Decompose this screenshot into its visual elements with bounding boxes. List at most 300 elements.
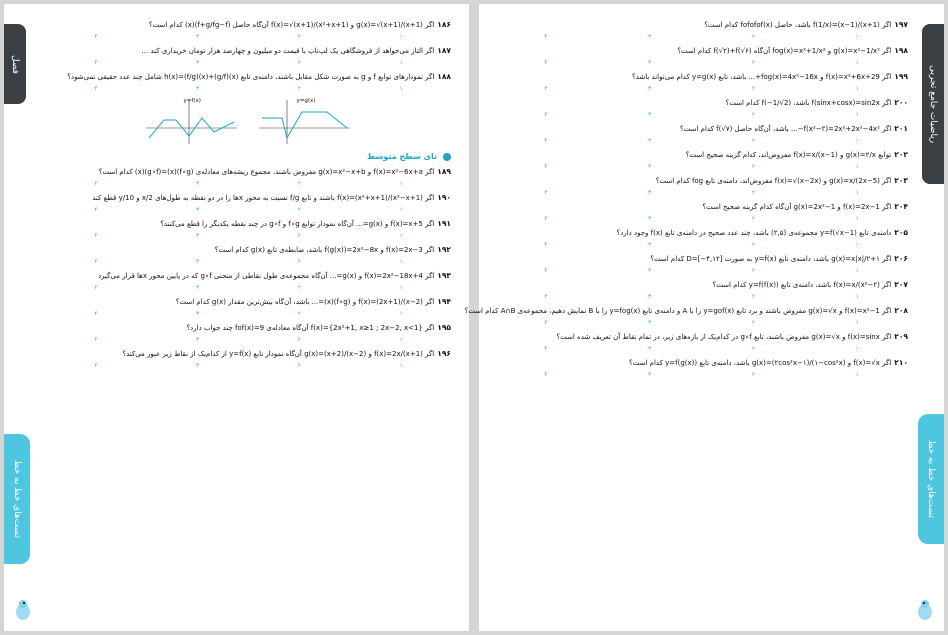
question-stem	[493, 176, 908, 186]
option-item	[701, 343, 805, 353]
option-item	[804, 317, 908, 327]
option-number: ۲	[751, 346, 755, 352]
question-item	[493, 280, 908, 301]
option-item	[248, 308, 350, 318]
question-text: اگر f(x)=x²+6x+29 و fog(x)=4x²−16x+... باشد، تابع y=g(x) کدام می‌تواند باشد؟	[632, 73, 892, 81]
option-number: ۱	[399, 363, 403, 369]
option-number: ۴	[544, 242, 548, 248]
option-item	[804, 291, 908, 301]
graph-g-label: y=g(x)	[296, 98, 316, 104]
option-item	[146, 57, 248, 67]
option-number: ۳	[196, 207, 200, 213]
option-number: ۳	[648, 164, 652, 170]
question-item	[44, 46, 451, 67]
option-item	[349, 334, 451, 344]
option-item	[701, 83, 805, 93]
graph-f-label: y=f(x)	[183, 98, 201, 104]
option-number: ۱	[399, 285, 403, 291]
option-item	[349, 178, 451, 188]
option-number: ۱	[855, 242, 859, 248]
option-item	[597, 291, 701, 301]
option-number: ۴	[544, 138, 548, 144]
section-side-tab: تست‌های خط به خط	[4, 434, 30, 564]
question-text: اگر f(x)=sinx و g(x)=√x مفروض باشند، تابع g∘f در کدام‌یک از بازه‌های زیر، در تمام نقاط آن تعریف شده است؟	[556, 333, 892, 341]
question-item	[44, 245, 451, 266]
option-number: ۳	[648, 112, 652, 118]
options-row	[44, 334, 451, 344]
options-row	[44, 360, 451, 370]
left-content	[44, 20, 451, 623]
option-number: ۳	[196, 337, 200, 343]
option-number: ۱	[399, 86, 403, 92]
option-item	[493, 317, 597, 327]
question-stem	[493, 358, 908, 368]
option-number: ۱	[855, 320, 859, 326]
option-item	[146, 334, 248, 344]
option-item	[349, 204, 451, 214]
option-number: ۴	[94, 337, 98, 343]
option-number: ۴	[94, 259, 98, 265]
option-number: ۲	[751, 320, 755, 326]
option-item	[701, 161, 805, 171]
question-list-bottom	[44, 167, 451, 370]
options-row	[493, 265, 908, 275]
options-row	[44, 256, 451, 266]
option-item	[44, 178, 146, 188]
question-number: ۱۹۳	[437, 271, 451, 280]
question-stem	[44, 20, 451, 30]
option-number: ۴	[94, 181, 98, 187]
option-number: ۳	[648, 242, 652, 248]
option-item	[804, 135, 908, 145]
question-stem	[493, 124, 908, 134]
option-item	[804, 83, 908, 93]
option-item	[248, 204, 350, 214]
option-number: ۴	[544, 34, 548, 40]
option-item	[44, 360, 146, 370]
option-number: ۳	[648, 60, 652, 66]
options-row	[44, 204, 451, 214]
option-item	[493, 161, 597, 171]
option-number: ۲	[751, 268, 755, 274]
option-item	[804, 239, 908, 249]
option-item	[701, 109, 805, 119]
question-number: ۲۰۶	[894, 254, 908, 263]
option-item	[597, 213, 701, 223]
option-number: ۴	[544, 294, 548, 300]
question-text: اگر f(x)=(2x+1)/(x−2) و (f∘g)(x)=... باشد، آن‌گاه بیش‌ترین مقدار g(x) کدام است؟	[175, 298, 435, 306]
question-number: ۲۰۲	[894, 150, 908, 159]
question-stem	[44, 219, 451, 229]
question-item	[44, 167, 451, 188]
question-number: ۱۹۲	[437, 245, 451, 254]
options-row	[493, 239, 908, 249]
option-item	[349, 230, 451, 240]
options-row	[493, 31, 908, 41]
question-number: ۲۱۰	[894, 358, 908, 367]
option-item	[597, 265, 701, 275]
question-text: توابع g(x)=۲/x و f(x)=x/(x−1) مفروض‌اند، کدام گزینه صحیح است؟	[685, 151, 892, 159]
option-number: ۳	[648, 86, 652, 92]
options-row	[493, 213, 908, 223]
question-number: ۲۰۰	[894, 98, 908, 107]
question-stem	[44, 72, 451, 82]
option-item	[349, 57, 451, 67]
option-item	[493, 187, 597, 197]
option-item	[146, 83, 248, 93]
option-item	[493, 369, 597, 379]
question-text: اگر f(x)=x²−6x+a و g(x)=x²−x+b مفروض باشند، مجموع ریشه‌های معادله‌ی (f∘g)(x)=(g∘f)(x) کدام است؟	[98, 168, 435, 176]
option-item	[248, 256, 350, 266]
option-item	[597, 369, 701, 379]
question-item	[493, 46, 908, 67]
option-item	[701, 239, 805, 249]
question-stem	[493, 98, 908, 108]
bird-logo-icon	[912, 597, 938, 623]
option-item	[701, 57, 805, 67]
option-item	[248, 83, 350, 93]
option-number: ۲	[751, 60, 755, 66]
option-number: ۲	[751, 86, 755, 92]
option-item	[248, 282, 350, 292]
question-stem	[44, 167, 451, 177]
option-number: ۳	[648, 34, 652, 40]
option-item	[248, 31, 350, 41]
options-row	[493, 83, 908, 93]
question-number: ۲۰۷	[894, 280, 908, 289]
option-item	[146, 282, 248, 292]
option-number: ۲	[297, 233, 301, 239]
option-number: ۴	[544, 164, 548, 170]
option-number: ۱	[399, 207, 403, 213]
option-item	[804, 369, 908, 379]
option-item	[493, 83, 597, 93]
option-item	[493, 291, 597, 301]
option-number: ۴	[544, 346, 548, 352]
option-item	[804, 161, 908, 171]
question-stem	[464, 306, 908, 316]
option-number: ۱	[855, 268, 859, 274]
option-number: ۱	[855, 294, 859, 300]
option-item	[493, 239, 597, 249]
option-item	[701, 213, 805, 223]
option-item	[146, 256, 248, 266]
question-number: ۲۰۹	[894, 332, 908, 341]
question-number: ۱۹۴	[437, 297, 451, 306]
option-number: ۲	[297, 207, 301, 213]
options-row	[493, 161, 908, 171]
question-stem	[44, 349, 451, 359]
question-stem	[493, 20, 908, 30]
option-number: ۳	[196, 259, 200, 265]
options-row	[44, 178, 451, 188]
question-text: اگر g(x)=√(x+1)/(x+1) و f(x)=√(x+1)/(x²+x+1) آن‌گاه حاصل (f+g/fg−f)(x) کدام است؟	[148, 21, 435, 29]
option-number: ۲	[751, 372, 755, 378]
option-item	[493, 31, 597, 41]
option-number: ۳	[648, 294, 652, 300]
option-number: ۴	[94, 285, 98, 291]
option-item	[146, 360, 248, 370]
question-text: اگر g(x)=x|x|/۲+۱ باشد، دامنه‌ی تابع y=f(x) به صورت D=[−۴,۱۲] کدام است؟	[650, 255, 892, 263]
graph-g	[257, 98, 352, 146]
option-number: ۲	[751, 112, 755, 118]
option-item	[248, 178, 350, 188]
option-number: ۴	[94, 86, 98, 92]
graphs-figure	[44, 98, 451, 146]
option-item	[804, 343, 908, 353]
option-number: ۴	[544, 216, 548, 222]
option-number: ۳	[648, 216, 652, 222]
option-number: ۲	[751, 34, 755, 40]
question-number: ۲۰۱	[894, 124, 908, 133]
option-number: ۱	[855, 372, 859, 378]
option-item	[701, 291, 805, 301]
option-item	[701, 187, 805, 197]
option-number: ۲	[297, 363, 301, 369]
option-item	[804, 57, 908, 67]
question-item	[493, 358, 908, 379]
question-number: ۱۸۹	[437, 167, 451, 176]
option-item	[44, 57, 146, 67]
question-item	[44, 271, 451, 292]
options-row	[44, 282, 451, 292]
question-item	[44, 323, 451, 344]
option-number: ۳	[648, 138, 652, 144]
option-number: ۲	[751, 216, 755, 222]
question-stem	[44, 46, 451, 56]
option-number: ۴	[94, 34, 98, 40]
option-item	[804, 31, 908, 41]
option-number: ۴	[94, 207, 98, 213]
option-number: ۴	[544, 112, 548, 118]
question-stem	[493, 202, 908, 212]
section-side-tab: تست‌های خط به خط	[918, 414, 944, 544]
option-item	[44, 282, 146, 292]
option-number: ۴	[94, 311, 98, 317]
option-number: ۲	[297, 86, 301, 92]
graph-f-plot	[144, 98, 239, 146]
option-item	[248, 334, 350, 344]
option-item	[44, 31, 146, 41]
option-number: ۳	[196, 285, 200, 291]
option-number: ۱	[399, 337, 403, 343]
option-item	[804, 265, 908, 275]
question-stem	[44, 297, 451, 307]
option-item	[146, 31, 248, 41]
question-number: ۲۰۴	[894, 202, 908, 211]
section-title: تای سطح متوسط	[44, 152, 451, 161]
question-text: اگر f(x)=2x/(x+1) و g(x)=(x+2)/(x−2) آن‌گاه نمودار تابع y=f(x) از کدام‌یک از نقاط زیر عبور می‌کند؟	[122, 350, 435, 358]
question-stem	[44, 193, 451, 203]
option-number: ۱	[855, 34, 859, 40]
left-page	[4, 4, 469, 631]
option-item	[493, 135, 597, 145]
option-item	[146, 204, 248, 214]
option-number: ۱	[855, 164, 859, 170]
option-item	[701, 265, 805, 275]
option-number: ۳	[196, 233, 200, 239]
option-number: ۳	[648, 268, 652, 274]
option-item	[597, 317, 701, 327]
question-item	[493, 72, 908, 93]
option-number: ۱	[855, 112, 859, 118]
option-number: ۲	[297, 311, 301, 317]
option-item	[349, 360, 451, 370]
question-stem	[44, 323, 451, 333]
question-text: اگر f(x)=2x²−18x+4 و g(x)=... آن‌گاه مجموعه‌ی طول نقاطی از منحنی g∘f که در پایین محور xها قرار می‌گیرد	[98, 272, 435, 280]
option-item	[349, 256, 451, 266]
options-row	[493, 291, 908, 301]
option-number: ۲	[751, 138, 755, 144]
question-item	[493, 254, 908, 275]
option-number: ۱	[399, 34, 403, 40]
option-number: ۲	[751, 294, 755, 300]
question-item	[493, 202, 908, 223]
question-text: اگر التاز می‌خواهد از فروشگاهی یک لپ‌تاپ با قیمت دو میلیون و چهارصد هزار تومان خریداری کند …	[141, 47, 435, 55]
option-item	[597, 109, 701, 119]
option-item	[146, 178, 248, 188]
options-row	[44, 31, 451, 41]
option-item	[248, 360, 350, 370]
question-number: ۱۹۶	[437, 349, 451, 358]
options-row	[493, 57, 908, 67]
question-number: ۱۹۰	[437, 193, 451, 202]
option-item	[44, 334, 146, 344]
option-number: ۱	[399, 259, 403, 265]
option-number: ۳	[648, 320, 652, 326]
option-item	[597, 187, 701, 197]
chapter-tab: فصل	[4, 24, 26, 104]
question-text: اگر f(1/x)=(x−1)/(x+1) باشد، حاصل fofofof(x) کدام است؟	[704, 21, 892, 29]
question-stem	[493, 46, 908, 56]
question-text: اگر نمودارهای توابع f و g به صورت شکل مقابل باشند، دامنه‌ی تابع h(x)=(f/g)(x)+(g/f)(x) شامل چند عدد حقیقی نمی‌شود؟	[67, 73, 435, 81]
option-item	[597, 135, 701, 145]
question-text: اگر f(x)=2x−1 و g(x)=2x²−1 آن‌گاه کدام گزینه صحیح است؟	[702, 203, 892, 211]
question-text: اگر g(x)=x²−1/x² و fog(x)=x²+1/x² آن‌گاه f(√۲)+f(√۶) کدام است؟	[677, 47, 892, 55]
option-item	[44, 230, 146, 240]
question-text: اگر g(x)=x/(2x−5) و f(x)=√(x−2x) مفروض‌اند، دامنه‌ی تابع fog کدام است؟	[655, 177, 892, 185]
question-text: اگر f(x)=x/(x²−۲) باشد، دامنه‌ی تابع y=f(f(x)) کدام است؟	[712, 281, 892, 289]
question-number: ۲۰۵	[894, 228, 908, 237]
question-stem	[44, 271, 451, 281]
option-number: ۳	[196, 86, 200, 92]
option-number: ۳	[648, 372, 652, 378]
option-item	[493, 213, 597, 223]
option-item	[44, 83, 146, 93]
question-item	[44, 219, 451, 240]
option-number: ۱	[855, 190, 859, 196]
option-number: ۴	[544, 372, 548, 378]
question-item	[493, 124, 908, 145]
options-row	[493, 343, 908, 353]
option-item	[804, 213, 908, 223]
option-item	[146, 230, 248, 240]
option-number: ۲	[297, 34, 301, 40]
question-number: ۲۰۳	[894, 176, 908, 185]
option-item	[597, 161, 701, 171]
option-item	[44, 204, 146, 214]
option-item	[597, 31, 701, 41]
options-row	[493, 369, 908, 379]
question-text: اگر f(x)=2x−3 و f(g(x))=2x²−8x باشد، ضابطه‌ی تابع g(x) کدام است؟	[214, 246, 435, 254]
option-item	[493, 343, 597, 353]
option-number: ۲	[751, 242, 755, 248]
question-item	[44, 20, 451, 41]
option-number: ۴	[544, 60, 548, 66]
option-item	[44, 308, 146, 318]
question-number: ۱۸۷	[437, 46, 451, 55]
option-item	[44, 256, 146, 266]
option-number: ۴	[544, 190, 548, 196]
question-number: ۱۹۷	[894, 20, 908, 29]
question-item	[493, 98, 908, 119]
question-text: اگر f(sinx+cosx)=sin2x باشد، f(−1/√2) کدام است؟	[725, 99, 892, 107]
question-number: ۱۹۵	[437, 323, 451, 332]
option-item	[146, 308, 248, 318]
question-text: دامنه‌ی تابع y=f(√x−1) مجموعه‌ی (۲,۵) باشد، چند عدد صحیح در دامنه‌ی تابع f(x) وجود دارد؟	[616, 229, 892, 237]
question-item	[493, 332, 908, 353]
option-number: ۴	[94, 60, 98, 66]
option-number: ۱	[855, 86, 859, 92]
option-item	[349, 282, 451, 292]
question-item	[44, 297, 451, 318]
option-number: ۳	[196, 60, 200, 66]
option-item	[248, 230, 350, 240]
option-item	[597, 57, 701, 67]
options-row	[493, 187, 908, 197]
option-number: ۱	[399, 233, 403, 239]
option-item	[493, 57, 597, 67]
options-row	[44, 83, 451, 93]
question-number: ۱۹۸	[894, 46, 908, 55]
option-item	[597, 239, 701, 249]
option-number: ۳	[196, 311, 200, 317]
option-item	[493, 265, 597, 275]
option-number: ۲	[297, 337, 301, 343]
option-number: ۴	[94, 363, 98, 369]
option-item	[701, 31, 805, 41]
options-row	[493, 109, 908, 119]
question-number: ۱۹۹	[894, 72, 908, 81]
question-text: اگر f(x)={2x²+1, x≥1 ; 2x−2, x<1} آن‌گاه معادله‌ی fof(x)=9 چند جواب دارد؟	[186, 324, 435, 332]
option-number: ۱	[399, 60, 403, 66]
question-item	[493, 150, 908, 171]
options-row	[493, 135, 908, 145]
question-number: ۱۸۶	[437, 20, 451, 29]
question-number: ۱۹۱	[437, 219, 451, 228]
option-item	[349, 83, 451, 93]
option-item	[701, 369, 805, 379]
option-number: ۴	[544, 268, 548, 274]
option-item	[804, 187, 908, 197]
option-number: ۳	[196, 34, 200, 40]
option-item	[248, 57, 350, 67]
question-stem	[44, 245, 451, 255]
question-number: ۲۰۸	[894, 306, 908, 315]
option-number: ۱	[855, 216, 859, 222]
option-number: ۱	[399, 181, 403, 187]
option-item	[804, 109, 908, 119]
question-item	[464, 306, 908, 327]
option-number: ۲	[297, 285, 301, 291]
question-item	[493, 228, 908, 249]
question-text: اگر f(x)=√x و g(x)=(۲cos²x−۱)/(۱−cos²x) باشد، دامنه‌ی تابع y=f(g(x)) کدام است؟	[629, 359, 892, 367]
option-item	[349, 308, 451, 318]
option-item	[349, 31, 451, 41]
right-content	[464, 20, 908, 623]
option-number: ۲	[297, 60, 301, 66]
options-row	[44, 230, 451, 240]
